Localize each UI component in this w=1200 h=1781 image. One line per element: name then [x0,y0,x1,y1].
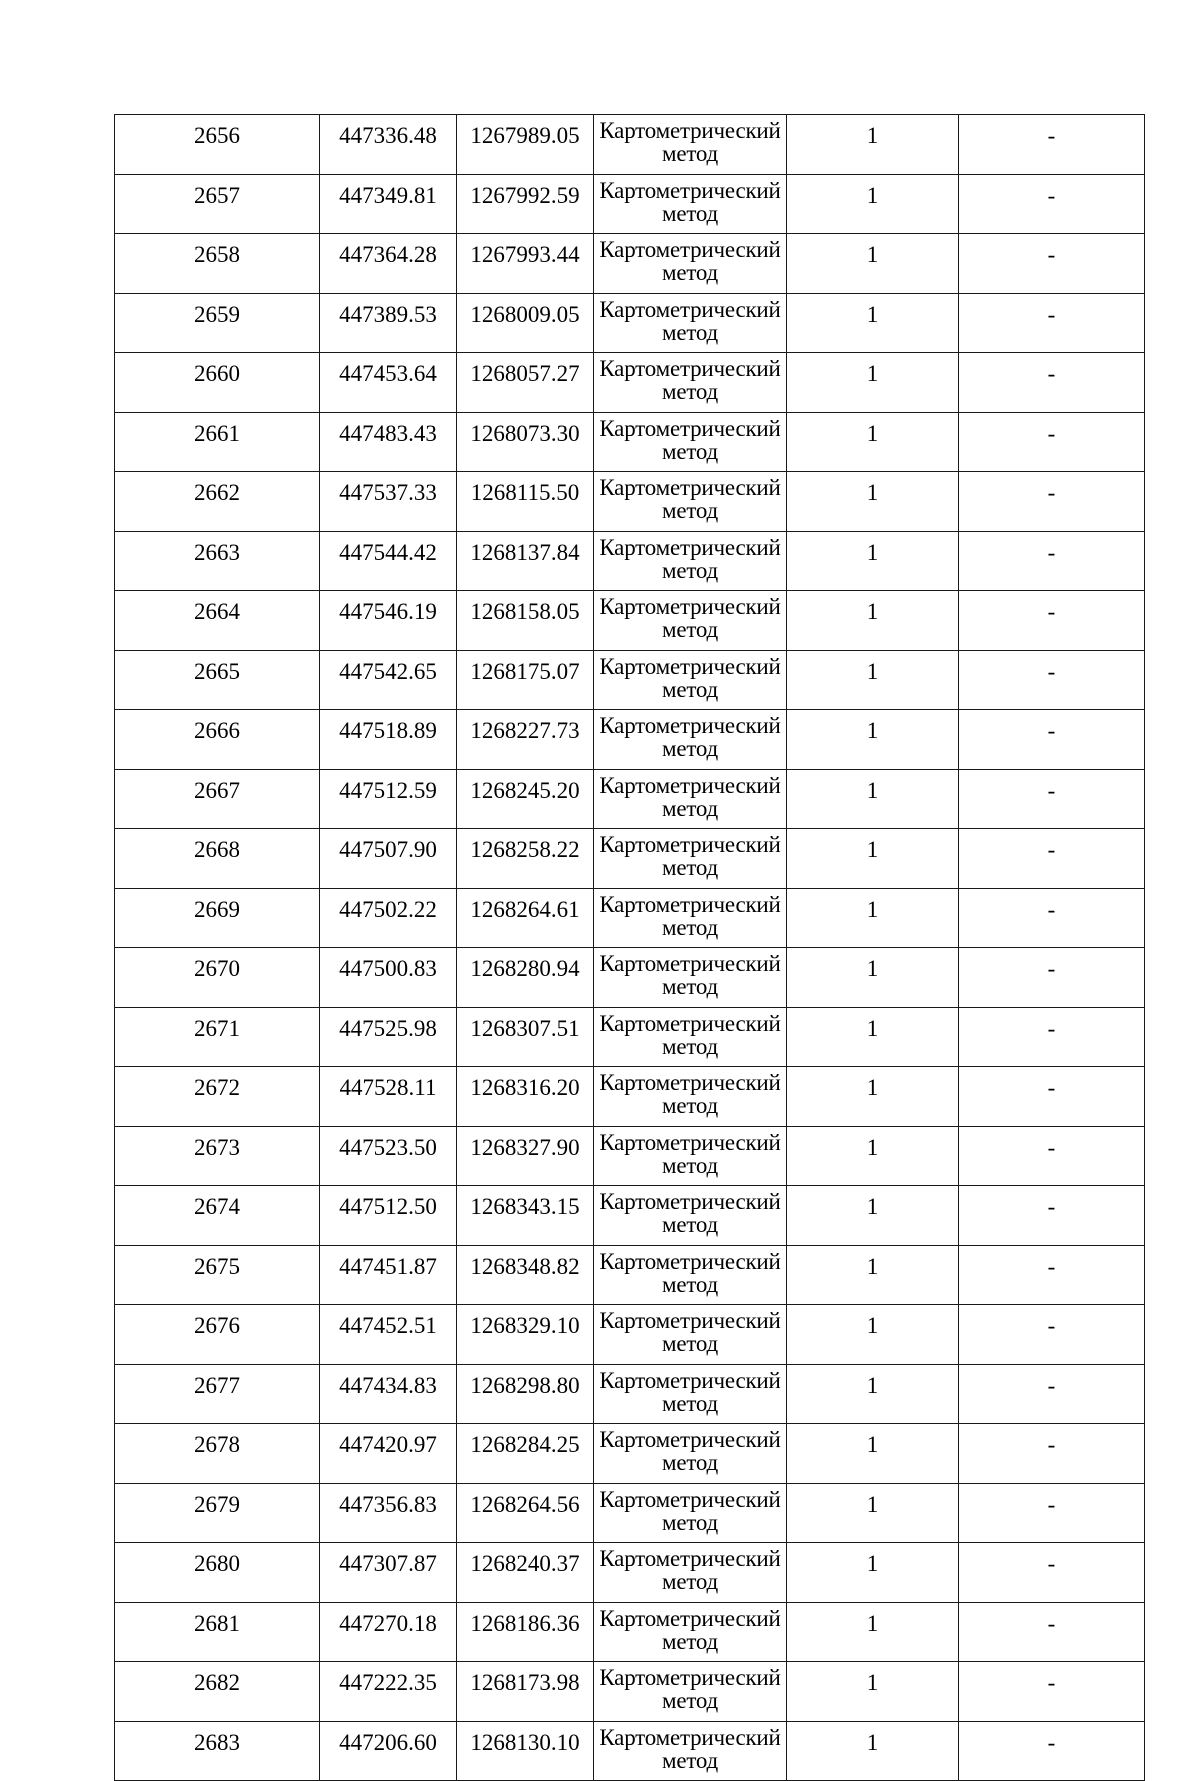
note-cell: - [959,1662,1145,1722]
method-cell [594,174,787,234]
method-label-line1: Картометрический [599,534,781,560]
y-coordinate-cell: 1268057.27 [457,353,594,413]
y-coordinate-cell: 1268158.05 [457,591,594,651]
method-label-line1: Картометрический [599,1308,781,1333]
x-coordinate-cell: 447349.81 [320,174,457,234]
method-label-line2: метод [661,557,719,583]
y-coordinate-cell: 1268245.20 [457,769,594,829]
note-cell: - [959,1424,1145,1484]
table-row [115,1067,1145,1127]
method-label-line2: метод [661,795,719,821]
method-cell [594,888,787,948]
table-row [115,174,1145,234]
method-cell [594,531,787,591]
note-cell: - [959,1245,1145,1305]
accuracy-cell: 1 [787,1543,959,1603]
method-cell [594,1305,787,1365]
point-number-cell: 2679 [115,1483,320,1543]
method-label-line1: Картометрический [599,296,781,322]
x-coordinate-cell: 447453.64 [320,353,457,413]
accuracy-cell: 1 [787,1721,959,1781]
x-coordinate-cell: 447512.59 [320,769,457,829]
note-cell: - [959,1067,1145,1127]
y-coordinate-cell: 1268073.30 [457,412,594,472]
method-label-line2: метод [661,914,719,940]
note-cell: - [959,769,1145,829]
point-number-cell: 2671 [115,1007,320,1067]
accuracy-cell: 1 [787,472,959,532]
point-number-cell: 2676 [115,1305,320,1365]
x-coordinate-cell: 447420.97 [320,1424,457,1484]
table-row [115,710,1145,770]
accuracy-cell: 1 [787,174,959,234]
x-coordinate-cell: 447434.83 [320,1364,457,1424]
x-coordinate-cell: 447502.22 [320,888,457,948]
table-row [115,769,1145,829]
note-cell: - [959,1483,1145,1543]
y-coordinate-cell: 1268284.25 [457,1424,594,1484]
x-coordinate-cell: 447537.33 [320,472,457,532]
y-coordinate-cell: 1268327.90 [457,1126,594,1186]
accuracy-cell: 1 [787,1067,959,1127]
accuracy-cell: 1 [787,769,959,829]
table-row [115,234,1145,294]
method-label-line1: Картометрический [599,951,781,976]
method-label-line1: Картометрический [599,1427,781,1452]
accuracy-cell: 1 [787,829,959,889]
accuracy-cell: 1 [787,293,959,353]
x-coordinate-cell: 447364.28 [320,234,457,294]
method-label-line1: Картометрический [599,1070,781,1095]
table-row [115,531,1145,591]
y-coordinate-cell: 1267992.59 [457,174,594,234]
table-row [115,472,1145,532]
method-label-line2: метод [661,438,719,464]
method-label-line2: метод [661,1450,719,1475]
coordinates-table-body [115,115,1145,1781]
accuracy-cell: 1 [787,1364,959,1424]
method-label-line1: Картометрический [599,1010,781,1036]
method-label-line1: Картометрический [599,832,781,857]
method-cell [594,1483,787,1543]
note-cell: - [959,234,1145,294]
method-label-line1: Картометрический [599,1129,781,1155]
table-row [115,1483,1145,1543]
method-cell [594,1543,787,1603]
x-coordinate-cell: 447518.89 [320,710,457,770]
note-cell: - [959,829,1145,889]
x-coordinate-cell: 447500.83 [320,948,457,1008]
method-label-line2: метод [661,1688,719,1713]
y-coordinate-cell: 1268009.05 [457,293,594,353]
y-coordinate-cell: 1268316.20 [457,1067,594,1127]
y-coordinate-cell: 1268298.80 [457,1364,594,1424]
note-cell: - [959,531,1145,591]
method-cell [594,1662,787,1722]
note-cell: - [959,1543,1145,1603]
point-number-cell: 2667 [115,769,320,829]
method-cell [594,1364,787,1424]
method-label-line1: Картометрический [599,1189,781,1214]
method-cell [594,1602,787,1662]
method-label-line1: Картометрический [599,118,781,143]
point-number-cell: 2673 [115,1126,320,1186]
point-number-cell: 2663 [115,531,320,591]
accuracy-cell: 1 [787,234,959,294]
y-coordinate-cell: 1268348.82 [457,1245,594,1305]
table-row [115,1543,1145,1603]
accuracy-cell: 1 [787,1007,959,1067]
accuracy-cell: 1 [787,1662,959,1722]
point-number-cell: 2666 [115,710,320,770]
table-row [115,1305,1145,1365]
note-cell: - [959,650,1145,710]
note-cell: - [959,591,1145,651]
method-label-line1: Картометрический [599,653,781,679]
y-coordinate-cell: 1267989.05 [457,115,594,175]
method-label-line1: Картометрический [599,237,781,262]
point-number-cell: 2683 [115,1721,320,1781]
method-cell [594,1007,787,1067]
method-label-line1: Картометрический [599,356,781,381]
point-number-cell: 2665 [115,650,320,710]
point-number-cell: 2677 [115,1364,320,1424]
x-coordinate-cell: 447542.65 [320,650,457,710]
table-row [115,293,1145,353]
method-label-line2: метод [661,736,719,761]
method-label-line2: метод [661,379,719,404]
note-cell: - [959,293,1145,353]
table-row [115,1245,1145,1305]
table-row [115,1364,1145,1424]
x-coordinate-cell: 447222.35 [320,1662,457,1722]
method-label-line2: метод [661,617,719,642]
method-label-line2: метод [661,1271,719,1297]
y-coordinate-cell: 1267993.44 [457,234,594,294]
method-cell [594,1067,787,1127]
accuracy-cell: 1 [787,888,959,948]
note-cell: - [959,1305,1145,1365]
note-cell: - [959,1007,1145,1067]
table-row [115,353,1145,413]
coordinates-table [114,114,1145,1781]
method-cell [594,1186,787,1246]
note-cell: - [959,174,1145,234]
accuracy-cell: 1 [787,1483,959,1543]
method-label-line2: метод [661,141,719,166]
method-cell [594,472,787,532]
x-coordinate-cell: 447546.19 [320,591,457,651]
x-coordinate-cell: 447451.87 [320,1245,457,1305]
y-coordinate-cell: 1268227.73 [457,710,594,770]
x-coordinate-cell: 447336.48 [320,115,457,175]
note-cell: - [959,1602,1145,1662]
method-label-line2: метод [661,498,719,523]
note-cell: - [959,948,1145,1008]
table-row [115,1721,1145,1781]
point-number-cell: 2682 [115,1662,320,1722]
y-coordinate-cell: 1268329.10 [457,1305,594,1365]
point-number-cell: 2662 [115,472,320,532]
method-cell [594,1126,787,1186]
note-cell: - [959,115,1145,175]
y-coordinate-cell: 1268258.22 [457,829,594,889]
y-coordinate-cell: 1268115.50 [457,472,594,532]
point-number-cell: 2672 [115,1067,320,1127]
point-number-cell: 2657 [115,174,320,234]
x-coordinate-cell: 447525.98 [320,1007,457,1067]
point-number-cell: 2674 [115,1186,320,1246]
point-number-cell: 2656 [115,115,320,175]
x-coordinate-cell: 447270.18 [320,1602,457,1662]
point-number-cell: 2669 [115,888,320,948]
method-label-line2: метод [661,1509,719,1535]
y-coordinate-cell: 1268280.94 [457,948,594,1008]
y-coordinate-cell: 1268137.84 [457,531,594,591]
x-coordinate-cell: 447307.87 [320,1543,457,1603]
method-label-line1: Картометрический [599,1546,781,1571]
table-row [115,1186,1145,1246]
method-cell [594,710,787,770]
accuracy-cell: 1 [787,1602,959,1662]
note-cell: - [959,353,1145,413]
table-row [115,412,1145,472]
method-cell [594,293,787,353]
table-row [115,888,1145,948]
accuracy-cell: 1 [787,948,959,1008]
y-coordinate-cell: 1268264.56 [457,1483,594,1543]
method-label-line2: метод [661,1390,719,1416]
method-label-line2: метод [661,319,719,345]
method-label-line2: метод [661,1747,719,1773]
method-label-line1: Картометрический [599,891,781,917]
point-number-cell: 2658 [115,234,320,294]
method-label-line2: метод [661,1628,719,1654]
accuracy-cell: 1 [787,1424,959,1484]
method-label-line2: метод [661,1093,719,1118]
table-row [115,115,1145,175]
method-cell [594,829,787,889]
method-cell [594,591,787,651]
point-number-cell: 2661 [115,412,320,472]
method-cell [594,1245,787,1305]
table-row [115,650,1145,710]
note-cell: - [959,1186,1145,1246]
accuracy-cell: 1 [787,353,959,413]
y-coordinate-cell: 1268240.37 [457,1543,594,1603]
x-coordinate-cell: 447528.11 [320,1067,457,1127]
method-cell [594,1424,787,1484]
note-cell: - [959,1364,1145,1424]
table-row [115,591,1145,651]
table-row [115,1662,1145,1722]
method-cell [594,115,787,175]
accuracy-cell: 1 [787,1126,959,1186]
method-label-line2: метод [661,260,719,285]
y-coordinate-cell: 1268343.15 [457,1186,594,1246]
x-coordinate-cell: 447507.90 [320,829,457,889]
method-cell [594,650,787,710]
method-cell [594,948,787,1008]
accuracy-cell: 1 [787,531,959,591]
method-label-line1: Картометрический [599,594,781,619]
point-number-cell: 2660 [115,353,320,413]
method-label-line2: метод [661,1152,719,1178]
method-label-line1: Картометрический [599,1605,781,1631]
table-row [115,1602,1145,1662]
table-row [115,829,1145,889]
method-label-line2: метод [661,1569,719,1594]
x-coordinate-cell: 447206.60 [320,1721,457,1781]
method-label-line2: метод [661,200,719,226]
x-coordinate-cell: 447544.42 [320,531,457,591]
point-number-cell: 2668 [115,829,320,889]
table-row [115,1126,1145,1186]
y-coordinate-cell: 1268264.61 [457,888,594,948]
y-coordinate-cell: 1268173.98 [457,1662,594,1722]
accuracy-cell: 1 [787,412,959,472]
method-cell [594,1721,787,1781]
method-label-line1: Картометрический [599,1665,781,1690]
method-label-line1: Картометрический [599,1248,781,1274]
method-label-line2: метод [661,1212,719,1237]
accuracy-cell: 1 [787,591,959,651]
method-label-line2: метод [661,676,719,702]
method-label-line1: Картометрический [599,1486,781,1512]
point-number-cell: 2680 [115,1543,320,1603]
method-label-line1: Картометрический [599,1724,781,1750]
method-label-line2: метод [661,1033,719,1059]
method-label-line1: Картометрический [599,415,781,441]
point-number-cell: 2681 [115,1602,320,1662]
method-label-line1: Картометрический [599,772,781,798]
accuracy-cell: 1 [787,115,959,175]
note-cell: - [959,888,1145,948]
note-cell: - [959,1721,1145,1781]
method-label-line1: Картометрический [599,1367,781,1393]
note-cell: - [959,472,1145,532]
y-coordinate-cell: 1268130.10 [457,1721,594,1781]
note-cell: - [959,412,1145,472]
accuracy-cell: 1 [787,650,959,710]
method-label-line1: Картометрический [599,713,781,738]
y-coordinate-cell: 1268307.51 [457,1007,594,1067]
point-number-cell: 2670 [115,948,320,1008]
method-label-line1: Картометрический [599,475,781,500]
method-cell [594,353,787,413]
coordinates-sheet [114,114,1144,1781]
method-label-line2: метод [661,855,719,880]
accuracy-cell: 1 [787,1245,959,1305]
accuracy-cell: 1 [787,1186,959,1246]
point-number-cell: 2664 [115,591,320,651]
point-number-cell: 2678 [115,1424,320,1484]
y-coordinate-cell: 1268186.36 [457,1602,594,1662]
note-cell: - [959,1126,1145,1186]
x-coordinate-cell: 447523.50 [320,1126,457,1186]
y-coordinate-cell: 1268175.07 [457,650,594,710]
point-number-cell: 2659 [115,293,320,353]
x-coordinate-cell: 447356.83 [320,1483,457,1543]
x-coordinate-cell: 447452.51 [320,1305,457,1365]
method-label-line2: метод [661,974,719,999]
accuracy-cell: 1 [787,1305,959,1365]
method-cell [594,769,787,829]
table-row [115,1424,1145,1484]
x-coordinate-cell: 447389.53 [320,293,457,353]
method-cell [594,412,787,472]
method-label-line2: метод [661,1331,719,1356]
table-row [115,1007,1145,1067]
note-cell: - [959,710,1145,770]
x-coordinate-cell: 447483.43 [320,412,457,472]
point-number-cell: 2675 [115,1245,320,1305]
method-cell [594,234,787,294]
table-row [115,948,1145,1008]
method-label-line1: Картометрический [599,177,781,203]
accuracy-cell: 1 [787,710,959,770]
x-coordinate-cell: 447512.50 [320,1186,457,1246]
